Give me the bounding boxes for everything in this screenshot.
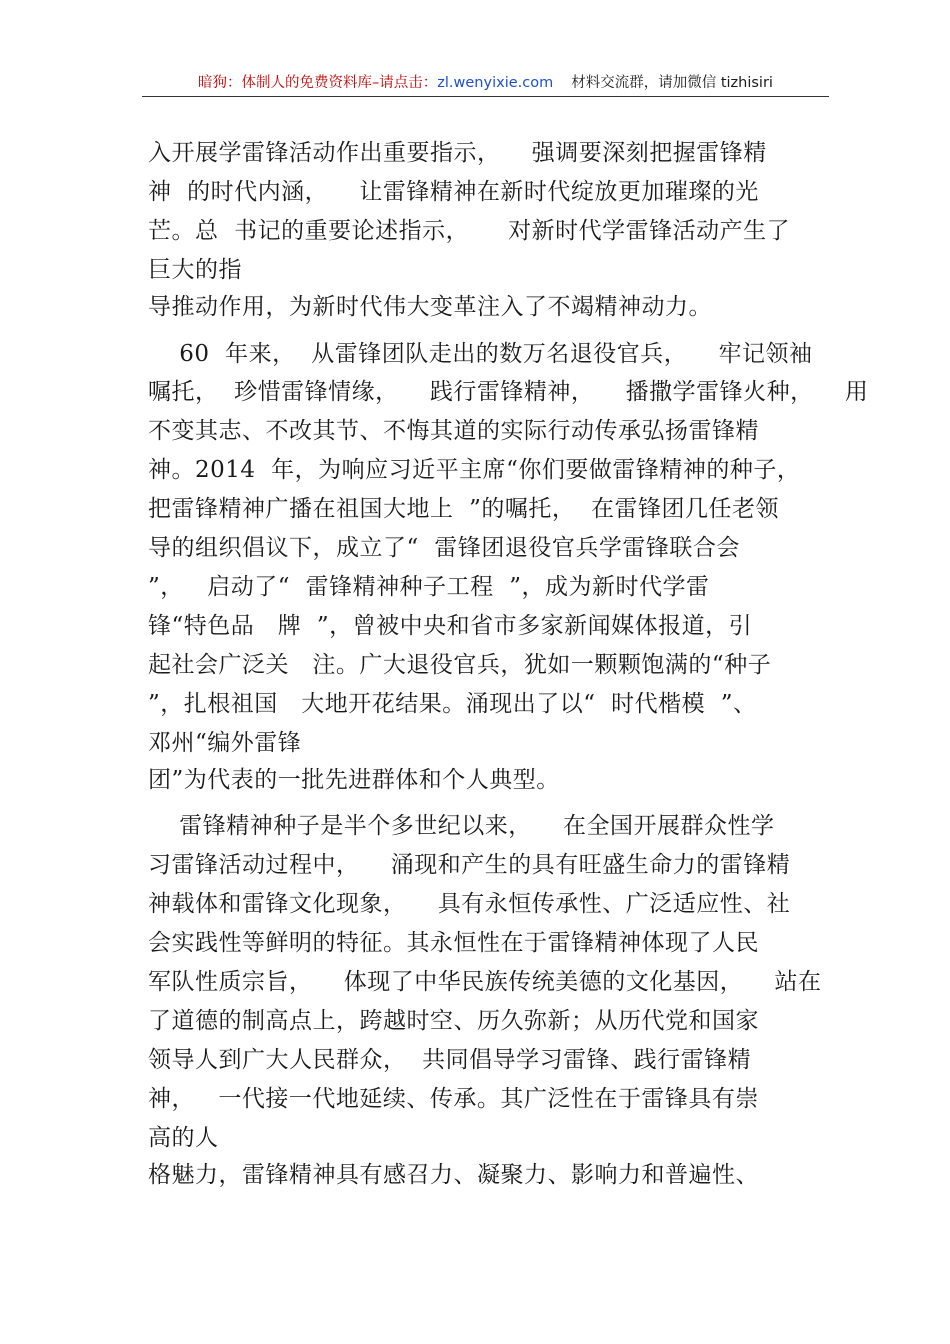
text-line: 神 的时代内涵， 让雷锋精神在新时代绽放更加璀璨的光 [148, 179, 759, 205]
text-line: ”，扎根祖国 大地开花结果。涌现出了以“ 时代楷模 ”、 [148, 691, 757, 717]
header-brand: 暗狗：体制人的免费资料库 [198, 75, 373, 91]
text-line: 不变其志、不改其节、不悔其道的实际行动传承弘扬雷锋精 [148, 418, 759, 444]
text-line: 60 年来， 从雷锋团队走出的数万名退役官兵， 牢记领袖 [148, 341, 813, 367]
text-line: 导的组织倡议下，成立了“ 雷锋团退役官兵学雷锋联合会 [148, 535, 740, 561]
text-line: 习雷锋活动过程中， 涌现和产生的具有旺盛生命力的雷锋精 [148, 852, 791, 878]
text-line: 入开展学雷锋活动作出重要指示， 强调要深刻把握雷锋精 [148, 140, 767, 166]
text-line: 了道德的制高点上，跨越时空、历久弥新；从历代党和国家 [148, 1008, 759, 1034]
text-line: 锋“特色品 牌 ”，曾被中央和省市多家新闻媒体报道，引 [148, 613, 753, 639]
text-line: 会实践性等鲜明的特征。其永恒性在于雷锋精神体现了人民 [148, 930, 759, 956]
text-line: 嘱托， 珍惜雷锋情缘， 践行雷锋精神， 播撒学雷锋火种， 用 [148, 379, 869, 405]
header-link[interactable]: zl.wenyixie.com [437, 75, 554, 91]
text-line: 神， 一代接一代地延续、传承。其广泛性在于雷锋具有崇 [148, 1086, 759, 1112]
text-line: 格魅力，雷锋精神具有感召力、凝聚力、影响力和普遍性、 [148, 1162, 759, 1188]
text-line: 导推动作用，为新时代伟大变革注入了不竭精神动力。 [148, 294, 712, 320]
header-note: 材料交流群，请加微信 tizhisiri [571, 75, 773, 91]
text-line: 邓州“编外雷锋 [148, 730, 302, 756]
page-header [142, 70, 829, 97]
text-line: 把雷锋精神广播在祖国大地上 ”的嘱托， 在雷锋团几任老领 [148, 496, 780, 522]
text-line: 芒。总 书记的重要论述指示， 对新时代学雷锋活动产生了 [148, 218, 791, 244]
text-line: 起社会广泛关 注。广大退役官兵，犹如一颗颗饱满的“种子 [148, 652, 772, 678]
text-line: 神。2014 年，为响应习近平主席“你们要做雷锋精神的种子， [148, 457, 801, 483]
text-line: 雷锋精神种子是半个多世纪以来， 在全国开展群众性学 [148, 813, 775, 839]
text-line: 领导人到广大人民群众， 共同倡导学习雷锋、践行雷锋精 [148, 1047, 752, 1073]
header-prompt: –请点击： [372, 75, 438, 91]
text-line: 高的人 [148, 1125, 219, 1151]
text-line: 团”为代表的一批先进群体和个人典型。 [148, 767, 560, 793]
text-line: ”， 启动了“ 雷锋精神种子工程 ”，成为新时代学雷 [148, 574, 710, 600]
text-line: 军队性质宗旨， 体现了中华民族传统美德的文化基因， 站在 [148, 969, 822, 995]
text-line: 神载体和雷锋文化现象， 具有永恒传承性、广泛适应性、社 [148, 891, 791, 917]
text-line: 巨大的指 [148, 257, 242, 283]
